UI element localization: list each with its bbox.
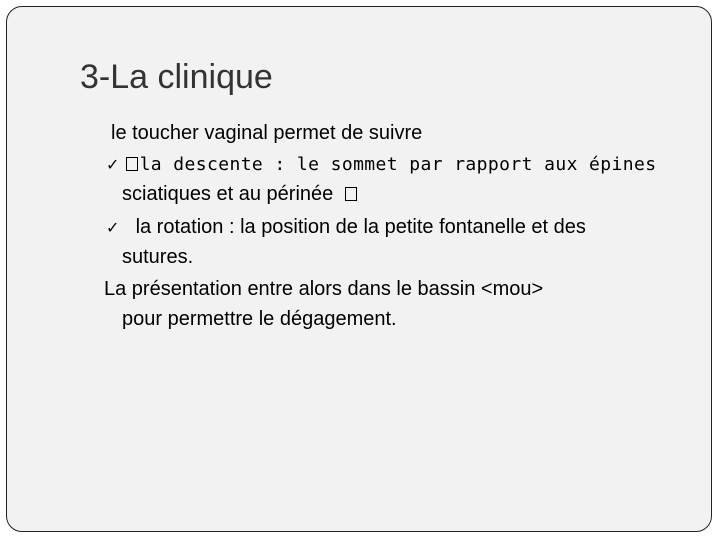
slide-title: 3-La clinique bbox=[80, 58, 273, 96]
checkmark-icon: ✓ bbox=[106, 157, 120, 174]
bullet-1-text: la descente : le sommet par rapport aux épines bbox=[139, 154, 657, 175]
bullet-1-line-1 bbox=[106, 152, 656, 178]
closing-line-1: La présentation entre alors dans le bassin <mou> bbox=[104, 278, 544, 300]
bullet-2-text-cont: sutures. bbox=[122, 246, 194, 268]
missing-glyph-icon bbox=[345, 187, 357, 201]
intro-text: le toucher vaginal permet de suivre bbox=[111, 122, 423, 144]
bullet-1-text-cont: sciatiques et au périnée bbox=[122, 183, 334, 205]
bullet-1-line-2 bbox=[122, 182, 359, 206]
missing-glyph-icon bbox=[126, 157, 138, 171]
checkmark-icon: ✓ bbox=[106, 220, 120, 237]
closing-line-2: pour permettre le dégagement. bbox=[122, 308, 397, 330]
bullet-2-text: la rotation : la position de la petite fontanelle et des bbox=[135, 216, 586, 238]
bullet-2-line-1 bbox=[106, 215, 586, 241]
